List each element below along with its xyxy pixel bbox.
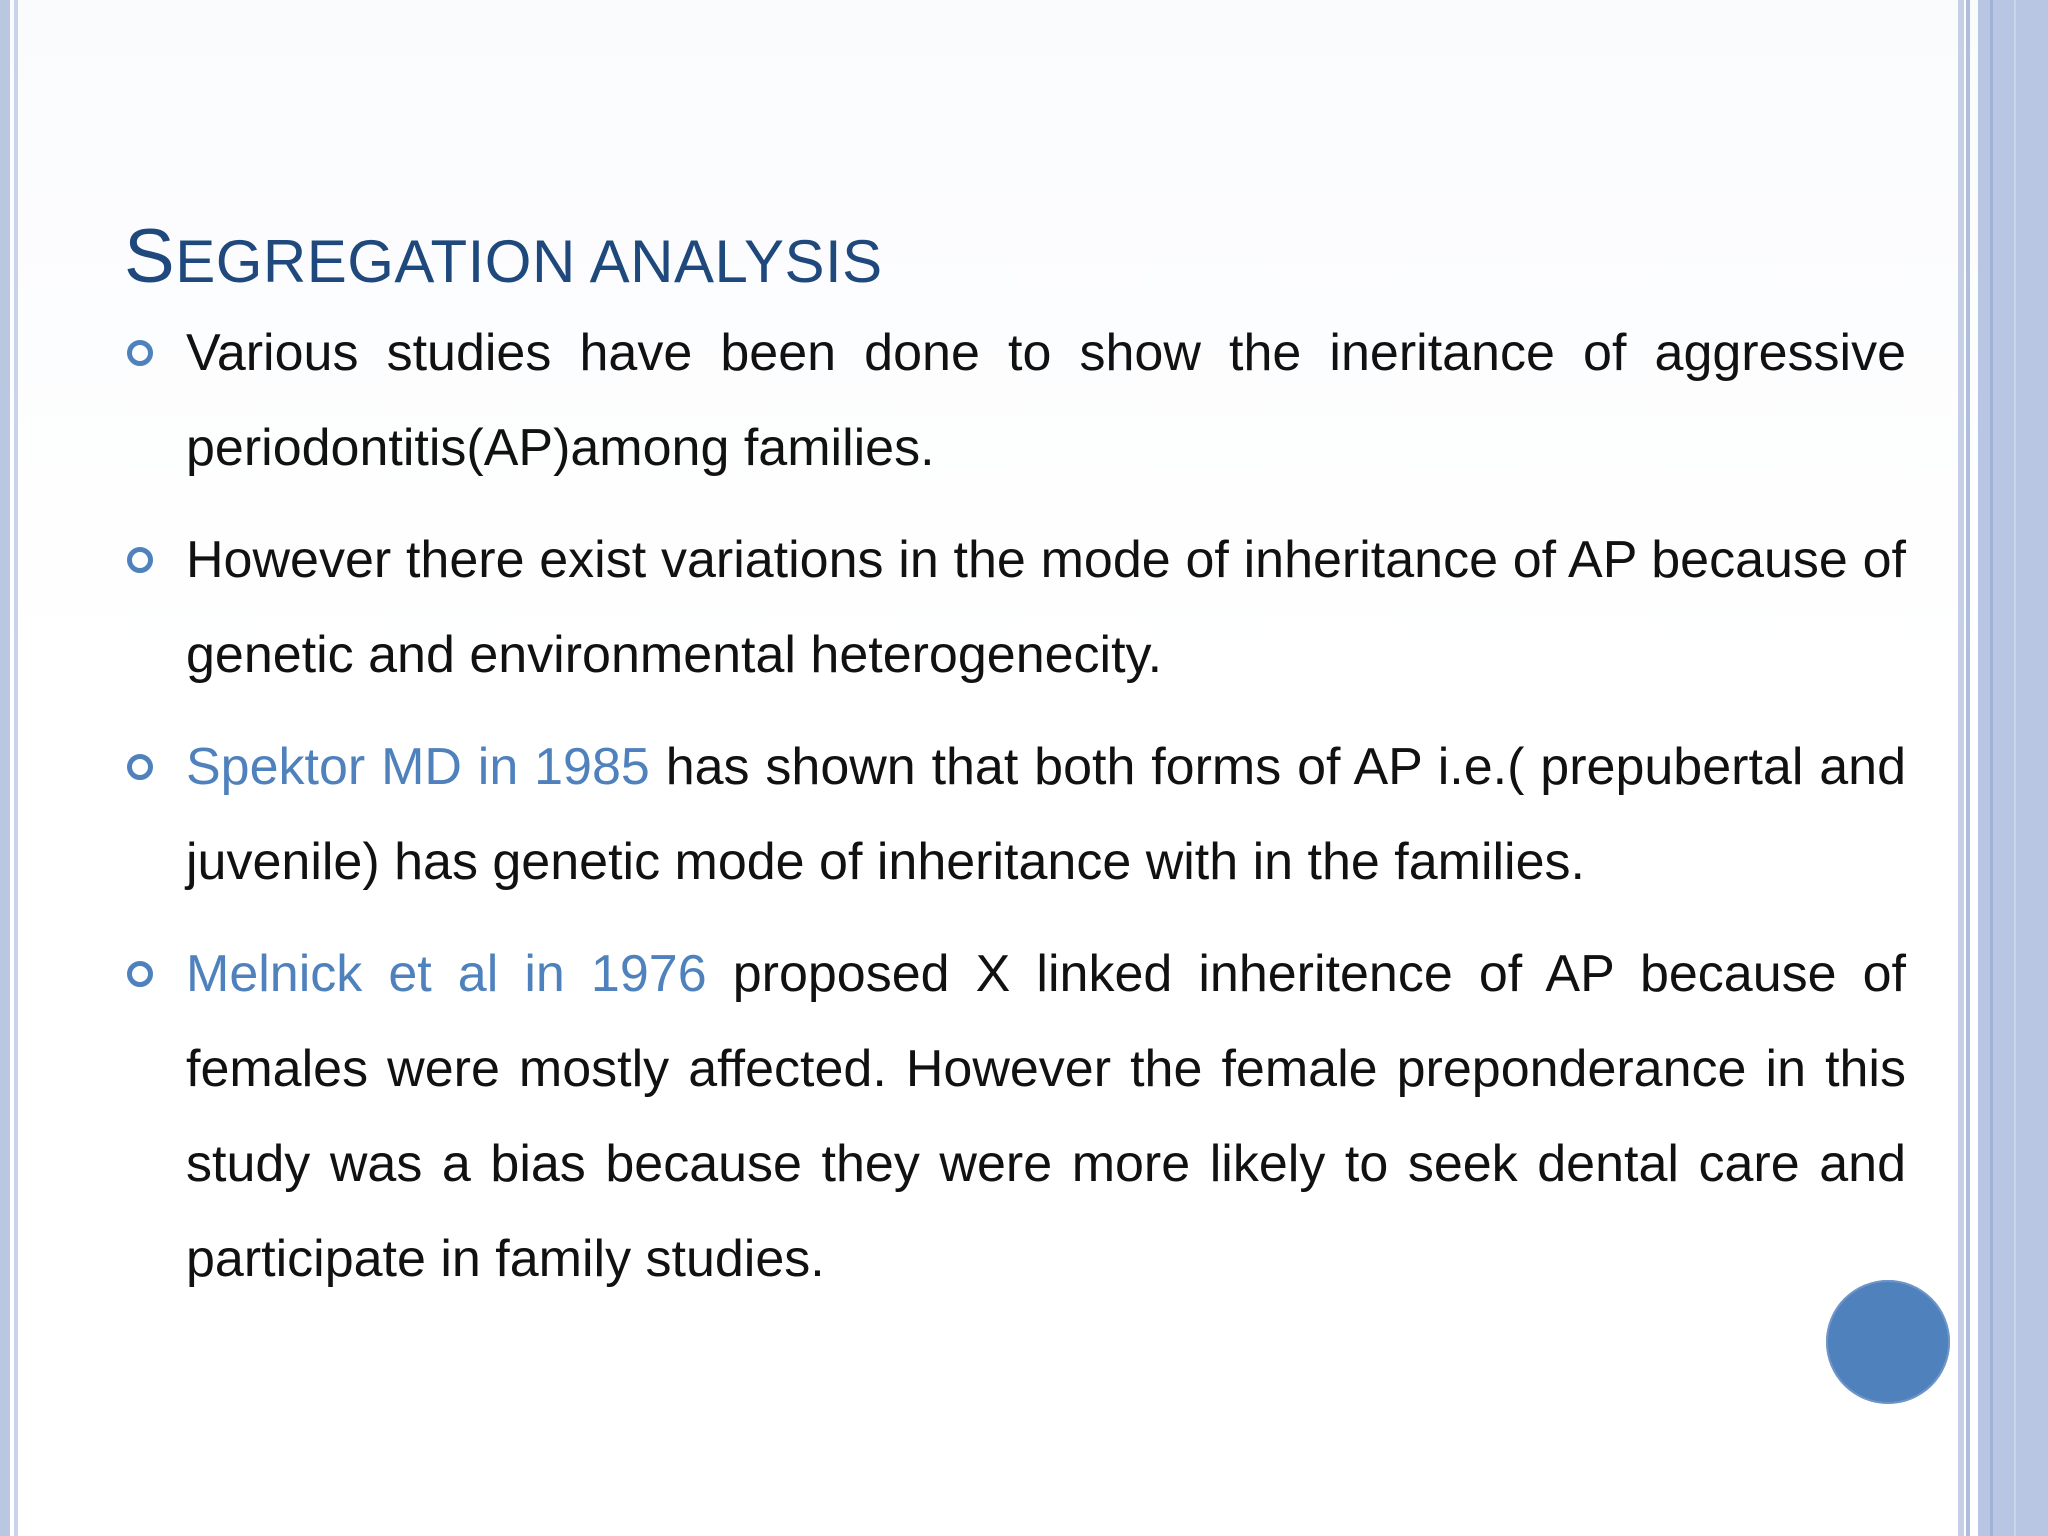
right-border-rule-inner bbox=[1966, 0, 1970, 1536]
bullet-item bbox=[124, 720, 1906, 910]
bullet-list bbox=[124, 306, 1906, 1324]
right-decorative-band bbox=[1978, 0, 2048, 1536]
filled-circle-icon[interactable] bbox=[1826, 1280, 1950, 1404]
hollow-circle-bullet-icon bbox=[127, 961, 153, 987]
right-border-rule bbox=[1958, 0, 1964, 1536]
bullet-item bbox=[124, 927, 1906, 1307]
bullet-text: has shown that both forms of AP i.e.( prepubertal and juvenile) has genetic mode of inheritance with in the families. bbox=[186, 738, 1906, 891]
left-border-rule-inner bbox=[14, 0, 18, 1536]
hollow-circle-bullet-icon bbox=[127, 754, 153, 780]
title-rest: EGREGATION ANALYSIS bbox=[175, 228, 883, 295]
citation-melnick: Melnick et al in 1976 bbox=[186, 945, 707, 1003]
citation-spektor: Spektor MD in 1985 bbox=[186, 738, 650, 796]
bullet-text: Various studies have been done to show the ineritance of aggressive periodontitis(AP)among families. bbox=[186, 324, 1906, 477]
title-initial: S bbox=[124, 214, 176, 299]
hollow-circle-bullet-icon bbox=[127, 547, 153, 573]
hollow-circle-bullet-icon bbox=[127, 340, 153, 366]
bullet-item bbox=[124, 513, 1906, 703]
left-border-rule bbox=[0, 0, 10, 1536]
bullet-item bbox=[124, 306, 1906, 496]
slide-title bbox=[124, 212, 883, 307]
right-band-stripe bbox=[1990, 0, 1993, 1536]
bullet-text: However there exist variations in the mode of inheritance of AP because of genetic and environmental heterogenecity. bbox=[186, 531, 1906, 684]
right-band-stripe-light bbox=[2014, 0, 2016, 1536]
bullet-text: proposed X linked inheritence of AP because of females were mostly affected. However the female preponderance in this study was a bias because they were more likely to seek dental care and participate in family studies. bbox=[186, 945, 1907, 1288]
